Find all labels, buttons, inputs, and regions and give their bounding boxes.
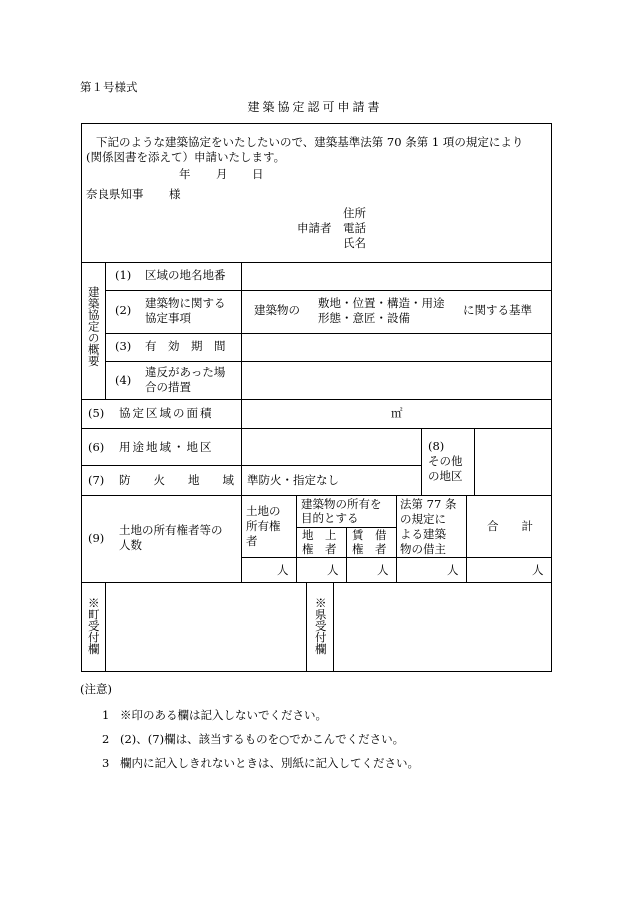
unit-article77: 人 xyxy=(447,563,459,577)
row8-label-line2: の地区 xyxy=(428,469,463,483)
note-1-text: ※印のある欄は記入しないでください。 xyxy=(120,708,327,722)
row2-label-line2: 協定事項 xyxy=(145,311,191,325)
col-lease-right-line1: 賃 借 xyxy=(352,528,387,542)
unit-total: 人 xyxy=(532,563,544,577)
unit-land-owner: 人 xyxy=(277,563,289,577)
col-article77-line3: よる建築 xyxy=(400,527,446,541)
addressee-suffix: 様 xyxy=(169,187,181,201)
col-article77-line4: 物の借主 xyxy=(400,542,446,556)
row4-label-line1: 違反があった場 xyxy=(145,365,226,379)
row6-number: (6) xyxy=(88,440,105,454)
date-day-label: 日 xyxy=(252,167,264,181)
date-month-label: 月 xyxy=(216,167,228,181)
town-receipt-label: ※町受付欄 xyxy=(86,597,101,655)
notes-heading: (注意) xyxy=(80,682,112,696)
row2-suffix: に関する基準 xyxy=(463,303,532,317)
note-2-number: 2 xyxy=(102,732,110,746)
intro-text-line1: 下記のような建築協定をいたしたいので、建築基準法第 70 条第 1 項の規定により xyxy=(96,135,524,149)
col-article77-line1: 法第 77 条 xyxy=(400,497,457,511)
note-1-number: 1 xyxy=(102,708,110,722)
applicant-label: 申請者 xyxy=(297,221,332,235)
col-lease-right-line2: 権 者 xyxy=(352,542,387,556)
fire-zone-options: 準防火・指定なし xyxy=(247,473,339,487)
col-total: 合 計 xyxy=(487,519,533,533)
row9-label-line1: 土地の所有権者等の xyxy=(119,523,223,537)
note-2-text: (2)、(7)欄は、該当するものを○でかこんでください。 xyxy=(120,732,405,746)
col-land-owner-line1: 土地の xyxy=(246,504,281,518)
row7-number: (7) xyxy=(88,473,105,487)
col-surface-right-line2: 権 者 xyxy=(302,542,337,556)
row4-label-line2: 合の措置 xyxy=(145,380,191,394)
date-year-label: 年 xyxy=(179,167,191,181)
document-title: 建築協定認可申請書 xyxy=(247,100,383,114)
row1-label: 区域の地名地番 xyxy=(145,268,226,282)
row9-label-line2: 人数 xyxy=(119,538,142,552)
row9-number: (9) xyxy=(88,531,105,545)
row1-number: (1) xyxy=(115,268,132,282)
row5-number: (5) xyxy=(88,406,105,420)
col-building-purpose-line1: 建築物の所有を xyxy=(301,497,382,511)
applicant-phone-label: 電話 xyxy=(343,221,366,235)
note-3-text: 欄内に記入しきれないときは、別紙に記入してください。 xyxy=(120,756,419,770)
col-building-purpose-line2: 目的とする xyxy=(301,511,359,525)
row2-label-line1: 建築物に関する xyxy=(145,296,226,310)
row5-label: 協定区域の面積 xyxy=(119,406,214,420)
row3-label: 有 効 期 間 xyxy=(145,339,226,353)
row3-number: (3) xyxy=(115,339,132,353)
intro-text-line2: (関係図書を添えて）申請いたします。 xyxy=(86,150,286,164)
row2-items-line2: 形態・意匠・設備 xyxy=(318,311,410,325)
row8-number: (8) xyxy=(428,439,445,453)
note-3-number: 3 xyxy=(102,756,110,770)
row7-label: 防 火 地 域 xyxy=(119,473,234,487)
applicant-name-label: 氏名 xyxy=(343,236,366,250)
applicant-address-label: 住所 xyxy=(343,206,366,220)
area-unit: ㎡ xyxy=(391,406,403,420)
row6-label: 用途地域・地区 xyxy=(119,440,214,454)
row8-label-line1: その他 xyxy=(428,454,463,468)
col-land-owner-line2: 所有権 xyxy=(246,519,281,533)
col-article77-line2: の規定に xyxy=(400,512,446,526)
outline-vertical-label: 建築協定の概要 xyxy=(86,286,101,367)
prefecture-receipt-label: ※県受付欄 xyxy=(313,597,328,655)
unit-surface-right: 人 xyxy=(327,563,339,577)
col-land-owner-line3: 者 xyxy=(246,534,258,548)
row2-prefix: 建築物の xyxy=(254,303,300,317)
unit-lease-right: 人 xyxy=(377,563,389,577)
row2-number: (2) xyxy=(115,303,132,317)
form-number: 第１号様式 xyxy=(80,80,138,94)
col-surface-right-line1: 地 上 xyxy=(302,528,337,542)
row2-items-line1: 敷地・位置・構造・用途 xyxy=(318,296,445,310)
addressee: 奈良県知事 xyxy=(86,187,144,201)
row4-number: (4) xyxy=(115,373,132,387)
